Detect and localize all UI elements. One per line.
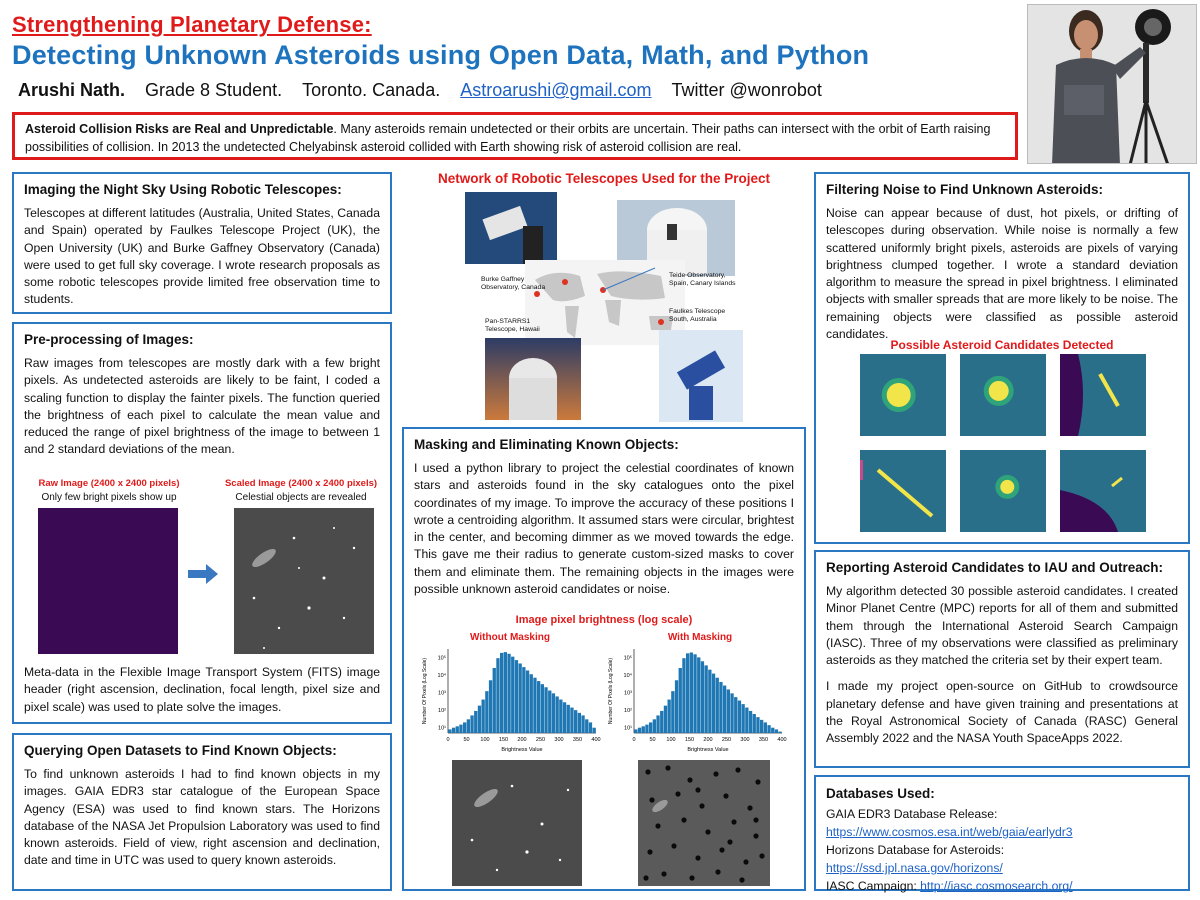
histogram-bar bbox=[541, 684, 544, 733]
author-twitter: Twitter @wonrobot bbox=[671, 80, 822, 100]
histogram-bar bbox=[701, 661, 704, 733]
histogram-bar bbox=[578, 713, 581, 733]
mask-dot bbox=[671, 843, 676, 848]
author-email-link[interactable]: Astroarushi@gmail.com bbox=[460, 80, 652, 100]
faulkes-label: Faulkes Telescope South, Australia bbox=[669, 308, 726, 323]
candidate-tile bbox=[1060, 450, 1146, 532]
databases-title: Databases Used: bbox=[826, 786, 935, 801]
iasc-label: IASC Campaign: bbox=[826, 879, 921, 893]
masked-sky-image bbox=[638, 760, 770, 886]
mask-dot bbox=[645, 769, 650, 774]
histogram-bar bbox=[456, 726, 459, 733]
histogram-bar bbox=[496, 658, 499, 733]
histogram-bar bbox=[559, 700, 562, 733]
mask-dot bbox=[747, 805, 752, 810]
collision-risk-alert bbox=[12, 112, 1018, 160]
scaled-image-sub: Celestial objects are revealed bbox=[235, 492, 367, 503]
raw-vs-scaled-figure bbox=[24, 478, 384, 660]
telescope-network-figure bbox=[455, 190, 745, 422]
mask-dot bbox=[661, 871, 666, 876]
candidate-tile bbox=[860, 354, 946, 436]
x-tick-label: 50 bbox=[463, 737, 470, 743]
histogram-bar bbox=[767, 725, 770, 733]
histogram-bar bbox=[716, 678, 719, 733]
histogram-bar bbox=[756, 717, 759, 733]
histogram-bar bbox=[693, 654, 696, 733]
y-tick-label: 10³ bbox=[624, 690, 632, 697]
raw-image bbox=[38, 508, 178, 654]
x-tick-label: 200 bbox=[517, 737, 527, 743]
mask-dot bbox=[731, 819, 736, 824]
faulkes-photo bbox=[659, 330, 743, 422]
with-masking-label: With Masking bbox=[667, 632, 733, 643]
panstarrs-label: Pan-STARRS1 Telescope, Hawaii bbox=[485, 318, 540, 333]
reporting-section bbox=[814, 550, 1190, 768]
mask-dot bbox=[655, 823, 660, 828]
histogram-bar bbox=[511, 657, 514, 733]
y-axis-label: Number Of Pixels (Log Scale) bbox=[608, 657, 614, 725]
histogram-bar bbox=[638, 728, 641, 733]
histogram-bar bbox=[593, 728, 596, 733]
x-axis-label: Brightness Value bbox=[687, 747, 729, 753]
mask-dot bbox=[723, 793, 728, 798]
mask-dot bbox=[739, 877, 744, 882]
masking-title: Masking and Eliminating Known Objects: bbox=[414, 437, 679, 452]
y-axis-label: Number Of Pixels (Log Scale) bbox=[422, 657, 428, 725]
histogram-bar bbox=[530, 674, 533, 733]
histogram-bar bbox=[753, 714, 756, 733]
histogram-bar bbox=[478, 706, 481, 733]
mask-dot bbox=[743, 859, 748, 864]
teide-label: Teide Observatory, Spain, Canary Islands bbox=[669, 272, 736, 287]
histogram-bar bbox=[719, 682, 722, 733]
title-line-1: Strengthening Planetary Defense: bbox=[12, 12, 372, 37]
x-tick-label: 0 bbox=[446, 737, 450, 743]
mask-dot bbox=[759, 853, 764, 858]
histogram-bar bbox=[779, 732, 782, 733]
histogram-bar bbox=[645, 725, 648, 733]
horizons-label: Horizons Database for Asteroids: bbox=[826, 843, 1005, 857]
candidate-core bbox=[989, 381, 1009, 401]
x-tick-label: 300 bbox=[740, 737, 750, 743]
alert-text: . Many asteroids remain undetected or their orbits are uncertain. Their paths can intersect with the orbit of Earth raising possibilities of collision. In 2013 the undetected Chelyabinsk asteroid collided with Earth showing risk of asteroid collision are real. bbox=[25, 122, 991, 154]
y-tick-label: 10⁴ bbox=[437, 672, 446, 679]
histogram-bar bbox=[775, 729, 778, 733]
histogram-bar bbox=[742, 704, 745, 733]
x-tick-label: 100 bbox=[666, 737, 676, 743]
histogram-bar bbox=[489, 680, 492, 733]
y-tick-label: 10³ bbox=[438, 690, 446, 697]
x-tick-label: 400 bbox=[591, 737, 601, 743]
x-tick-label: 200 bbox=[703, 737, 713, 743]
histogram-bar bbox=[675, 680, 678, 733]
histogram-bar bbox=[656, 715, 659, 733]
candidate-tile bbox=[960, 450, 1046, 532]
x-tick-label: 250 bbox=[535, 737, 546, 743]
histogram-bar bbox=[459, 725, 462, 733]
reporting-body-1: My algorithm detected 30 possible asteroid candidates. I created Minor Planet Centre (MPC) reports for all of them and submitted them through the International Asteroid Search Campaign (IASC). Three of my observations were classified as preliminary asteroids as they matched the criteria set by their expert team. bbox=[826, 584, 1178, 668]
scaled-image bbox=[234, 508, 374, 654]
histogram-bar bbox=[470, 715, 473, 733]
histogram-bar bbox=[679, 668, 682, 733]
histogram-bar bbox=[642, 726, 645, 733]
x-tick-label: 50 bbox=[649, 737, 656, 743]
mask-dot bbox=[681, 817, 686, 822]
querying-title: Querying Open Datasets to Find Known Objects: bbox=[24, 743, 337, 758]
histogram-bar bbox=[589, 722, 592, 733]
title-line-2: Detecting Unknown Asteroids using Open Data, Math, and Python bbox=[12, 40, 870, 70]
mask-dot bbox=[735, 767, 740, 772]
mask-dot bbox=[713, 771, 718, 776]
filtering-title: Filtering Noise to Find Unknown Asteroids: bbox=[826, 182, 1104, 197]
histogram-bar bbox=[570, 708, 573, 733]
candidate-core bbox=[887, 383, 911, 407]
masking-body: I used a python library to project the celestial coordinates of known stars and asteroids found in the sky catalogues onto the pixel coordinates of my image. To improve the accuracy of these positions I wrote a centroiding algorithm. It assumed stars were circular, brightest in the center, and becoming dimmer as we moved towards the edge. This gave me their radius to generate custom-sized masks to cover them and eliminate them. The remaining objects in the images were possible unknown asteroid candidates or noise. bbox=[414, 461, 794, 597]
histogram-bar bbox=[482, 700, 485, 733]
x-axis-label: Brightness Value bbox=[501, 747, 543, 753]
imaging-title: Imaging the Night Sky Using Robotic Telescopes: bbox=[24, 182, 342, 197]
imaging-section bbox=[12, 172, 392, 314]
histogram-bar bbox=[749, 711, 752, 733]
scaled-image-label: Scaled Image (2400 x 2400 pixels) bbox=[224, 478, 378, 489]
mask-dot bbox=[705, 829, 710, 834]
preprocessing-footer: Meta-data in the Flexible Image Transport System (FITS) image header (right ascension, declination, focal length, pixel size and pixel scale) was used to plate solve the images. bbox=[24, 665, 380, 714]
querying-body: To find unknown asteroids I had to find known objects in my images. GAIA EDR3 star catalogue of the European Space Agency (ESA) was used to find known stars. The Horizons database of the NASA Jet Propulsion Laboratory was used to find known asteroids. Field of view, right ascension and declination, date and time in UTC was used to query known asteroids. bbox=[24, 767, 380, 868]
unmasked-sky-image bbox=[452, 760, 582, 886]
databases-section bbox=[814, 775, 1190, 891]
candidate-tile bbox=[1060, 354, 1146, 436]
mask-dot bbox=[695, 855, 700, 860]
histogram-bar bbox=[686, 653, 689, 733]
histogram-bar bbox=[500, 653, 503, 733]
imaging-body: Telescopes at different latitudes (Australia, United States, Canada and Spain) operated by Faulkes Telescope Project (UK), the Open University (UK) and Burke Gaffney Observatory (Canada) were used to get full sky coverage. I wrote research proposals as some robotic telescopes provide limited free observation time to students. bbox=[24, 206, 380, 307]
mask-dot bbox=[647, 849, 652, 854]
mask-dot bbox=[727, 839, 732, 844]
mask-dot bbox=[755, 779, 760, 784]
histogram-bar bbox=[660, 711, 663, 733]
reporting-body-2: I made my project open-source on GitHub to crowdsource planetary defense and have given training and presentations at the Royal Astronomical Society of Canada (RASC) General Assembly 2022 and the NASA Youth SpaceApps 2022. bbox=[826, 679, 1178, 746]
x-tick-label: 0 bbox=[632, 737, 636, 743]
mask-dot bbox=[753, 833, 758, 838]
author-location: Toronto. Canada. bbox=[302, 80, 441, 100]
author-grade: Grade 8 Student. bbox=[145, 80, 283, 100]
x-tick-label: 300 bbox=[554, 737, 564, 743]
raw-image-label: Raw Image (2400 x 2400 pixels) bbox=[38, 478, 180, 489]
candidate-tile bbox=[860, 450, 946, 532]
histogram-bar bbox=[708, 670, 711, 733]
mask-dot bbox=[675, 791, 680, 796]
preprocessing-title: Pre-processing of Images: bbox=[24, 332, 194, 347]
candidate-core bbox=[1000, 480, 1014, 494]
histogram-bar bbox=[705, 665, 708, 733]
author-line bbox=[18, 80, 822, 101]
histogram-bar bbox=[556, 696, 559, 733]
student-photo bbox=[1027, 4, 1197, 164]
histogram-bar bbox=[664, 706, 667, 733]
x-tick-label: 150 bbox=[684, 737, 695, 743]
histogram-with-masking bbox=[604, 645, 788, 755]
y-tick-label: 10² bbox=[624, 708, 632, 715]
iasc-link[interactable]: http://iasc.cosmosearch.org/ bbox=[920, 879, 1073, 893]
histogram-bar bbox=[734, 697, 737, 733]
preprocessing-body: Raw images from telescopes are mostly dark with a few bright pixels. As undetected asteroids are likely to be faint, I coded a scaling function to display the fainter pixels. The function queried the brightness of each pixel to calculate the mean value and reduced the range of pixel brightness of the image to between 1 and 2 standard deviations of the mean. bbox=[24, 356, 380, 457]
histogram-bar bbox=[682, 658, 685, 733]
histogram-bar bbox=[493, 668, 496, 733]
candidate-tile bbox=[960, 354, 1046, 436]
mask-dot bbox=[649, 797, 654, 802]
histogram-bar bbox=[544, 687, 547, 733]
histogram-bar bbox=[485, 691, 488, 733]
x-tick-label: 100 bbox=[480, 737, 490, 743]
reporting-title: Reporting Asteroid Candidates to IAU and Outreach: bbox=[826, 560, 1164, 575]
raw-image-sub: Only few bright pixels show up bbox=[41, 492, 177, 503]
filtering-body: Noise can appear because of dust, hot pixels, or drifting of telescopes during observation. While noise is normally a few scattered uniformly bright pixels, asteroids are pixels of varying brightness clumped together. I wrote a standard deviation algorithm to measure the spread in pixel brightness. I eliminated objects with smaller spreads that are more likely to be noise. The remaining objects were classified as possible asteroid candidates. bbox=[826, 206, 1178, 342]
histogram-bar bbox=[448, 729, 451, 733]
histogram-bar bbox=[727, 689, 730, 733]
y-tick-label: 10² bbox=[438, 708, 446, 715]
histogram-bar bbox=[533, 678, 536, 733]
x-tick-label: 350 bbox=[572, 737, 583, 743]
histogram-bar bbox=[522, 667, 525, 733]
mask-dot bbox=[753, 817, 758, 822]
x-tick-label: 150 bbox=[498, 737, 509, 743]
querying-section bbox=[12, 733, 392, 891]
histogram-bar bbox=[474, 711, 477, 733]
candidate-shadow bbox=[1060, 354, 1083, 436]
histogram-bar bbox=[634, 729, 637, 733]
histogram-bar bbox=[507, 654, 510, 733]
histogram-bar bbox=[552, 693, 555, 733]
gaia-link[interactable]: https://www.cosmos.esa.int/web/gaia/earlydr3 bbox=[826, 825, 1073, 839]
histogram-bar bbox=[764, 722, 767, 733]
network-title: Network of Robotic Telescopes Used for the Project bbox=[437, 171, 771, 186]
histogram-bar bbox=[712, 674, 715, 733]
histogram-bar bbox=[581, 715, 584, 733]
histogram-bar bbox=[760, 720, 763, 733]
histogram-bar bbox=[515, 660, 518, 733]
histogram-bar bbox=[548, 691, 551, 733]
mask-dot bbox=[687, 777, 692, 782]
histogram-bar bbox=[649, 722, 652, 733]
x-tick-label: 250 bbox=[721, 737, 732, 743]
x-tick-label: 400 bbox=[777, 737, 787, 743]
mask-dot bbox=[719, 847, 724, 852]
y-tick-label: 10⁴ bbox=[623, 672, 632, 679]
histogram-bar bbox=[519, 663, 522, 733]
burke-telescope-photo bbox=[465, 192, 557, 264]
mask-dot bbox=[695, 787, 700, 792]
y-tick-label: 10¹ bbox=[624, 725, 632, 732]
mask-dot bbox=[643, 875, 648, 880]
histogram-bar bbox=[467, 719, 470, 733]
brightness-chart-title: Image pixel brightness (log scale) bbox=[515, 614, 693, 626]
histogram-bar bbox=[585, 719, 588, 733]
alert-bold: Asteroid Collision Risks are Real and Unpredictable bbox=[25, 122, 334, 136]
histogram-bar bbox=[452, 728, 455, 733]
candidates-title: Possible Asteroid Candidates Detected bbox=[890, 338, 1114, 352]
horizons-link[interactable]: https://ssd.jpl.nasa.gov/horizons/ bbox=[826, 861, 1003, 875]
histogram-bar bbox=[537, 681, 540, 733]
y-tick-label: 10¹ bbox=[438, 725, 446, 732]
without-masking-label: Without Masking bbox=[470, 632, 550, 643]
histogram-bar bbox=[563, 702, 566, 733]
candidate-edge bbox=[860, 460, 863, 480]
histogram-bar bbox=[567, 705, 570, 733]
histogram-bar bbox=[723, 686, 726, 733]
gaia-label: GAIA EDR3 Database Release: bbox=[826, 807, 998, 821]
histogram-bar bbox=[730, 693, 733, 733]
mask-dot bbox=[665, 765, 670, 770]
histogram-bar bbox=[653, 719, 656, 733]
arrow-icon bbox=[188, 564, 218, 584]
histogram-bar bbox=[574, 710, 577, 733]
y-tick-label: 10⁵ bbox=[437, 655, 446, 662]
mask-dot bbox=[699, 803, 704, 808]
histogram-bar bbox=[463, 722, 466, 733]
histogram-bar bbox=[771, 728, 774, 733]
histogram-without-masking bbox=[418, 645, 602, 755]
burke-label: Burke Gaffney Observatory, Canada bbox=[481, 276, 546, 291]
panstarrs-photo bbox=[485, 338, 581, 420]
author-name: Arushi Nath. bbox=[18, 80, 126, 100]
mask-dot bbox=[715, 869, 720, 874]
histogram-bar bbox=[504, 652, 507, 733]
histogram-bar bbox=[526, 670, 529, 733]
histogram-bar bbox=[738, 701, 741, 733]
histogram-bar bbox=[668, 700, 671, 733]
y-tick-label: 10⁵ bbox=[623, 655, 632, 662]
histogram-bar bbox=[697, 657, 700, 733]
mask-dot bbox=[689, 875, 694, 880]
asteroid-candidates-grid bbox=[848, 354, 1148, 540]
x-tick-label: 350 bbox=[758, 737, 769, 743]
histogram-bar bbox=[745, 708, 748, 733]
histogram-bar bbox=[671, 691, 674, 733]
histogram-bar bbox=[690, 652, 693, 733]
